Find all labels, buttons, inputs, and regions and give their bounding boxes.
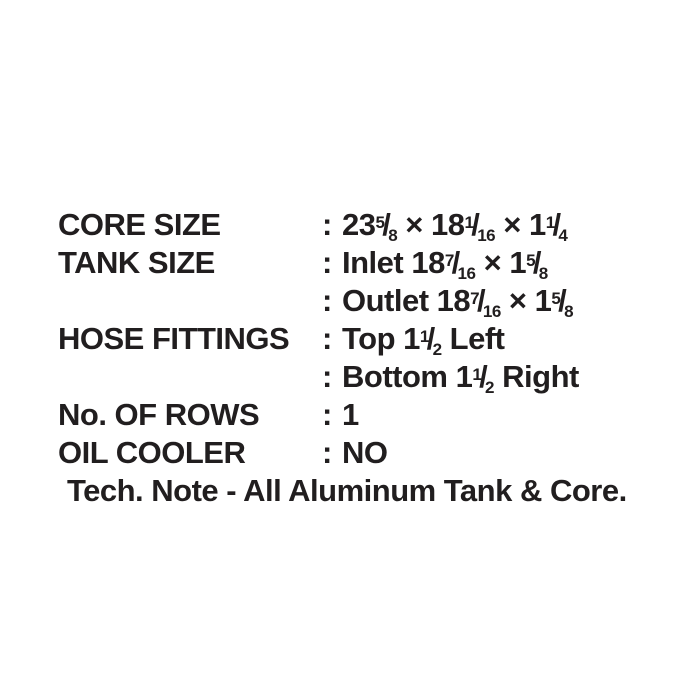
fraction: $^1$/2: [472, 359, 495, 398]
fraction: $^1$/2: [419, 321, 442, 360]
spec-colon: :: [322, 207, 332, 242]
spec-row-4: [58, 358, 579, 396]
fraction: $^7$/16: [470, 283, 501, 322]
spec-colon: :: [322, 283, 332, 318]
spec-value: 1: [342, 397, 359, 432]
spec-table: [58, 206, 579, 472]
fraction: $^1$/4: [545, 207, 568, 246]
spec-label: TANK SIZE: [58, 245, 215, 280]
spec-value: Inlet $18^7/16 \times 1^5/8$: [342, 245, 548, 284]
spec-label: OIL COOLER: [58, 435, 246, 470]
spec-row-6: [58, 434, 579, 472]
spec-label: CORE SIZE: [58, 207, 221, 242]
spec-value: Bottom $1^1/2$ Right: [342, 359, 579, 398]
spec-colon: :: [322, 359, 332, 394]
spec-row-1: [58, 244, 579, 282]
spec-colon: :: [322, 397, 332, 432]
spec-label: No. OF ROWS: [58, 397, 260, 432]
spec-row-0: [58, 206, 579, 244]
spec-value: Top $1^1/2$ Left: [342, 321, 505, 360]
spec-value: $23^5/8 \times 18^1/16 \times 1^1/4$: [342, 207, 568, 246]
spec-value: Outlet $18^7/16 \times 1^5/8$: [342, 283, 574, 322]
fraction: $^5$/8: [526, 245, 548, 284]
spec-colon: :: [322, 321, 332, 356]
fraction: $^5$/8: [551, 283, 574, 322]
spec-row-5: [58, 396, 579, 434]
fraction: $^5$/8: [375, 207, 398, 246]
spec-label: HOSE FITTINGS: [58, 321, 290, 356]
spec-value: NO: [342, 435, 388, 470]
spec-row-2: [58, 282, 579, 320]
tech-note: Tech. Note - All Aluminum Tank & Core.: [67, 473, 627, 508]
spec-colon: :: [322, 435, 332, 470]
spec-row-3: [58, 320, 579, 358]
fraction: $^1$/16: [464, 207, 496, 246]
spec-colon: :: [322, 245, 332, 280]
fraction: $^7$/16: [444, 245, 476, 284]
